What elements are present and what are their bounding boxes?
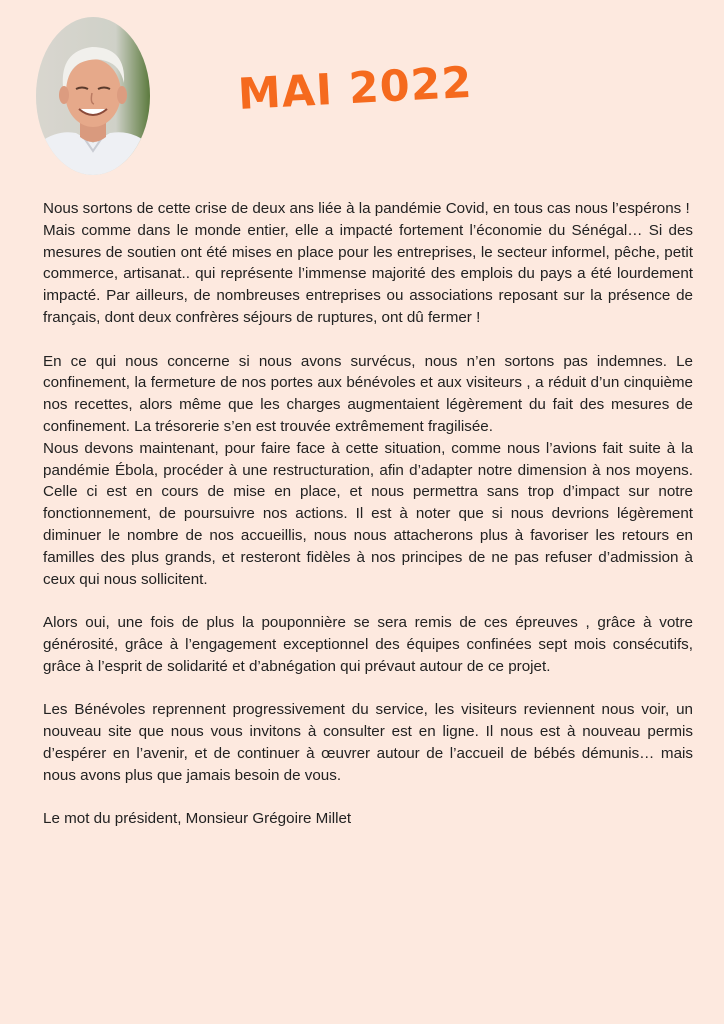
paragraph-intro: Nous sortons de cette crise de deux ans liée à la pandémie Covid, en tous cas nous l’espérons ! xyxy=(43,200,690,217)
paragraph-gratitude: Alors oui, une fois de plus la pouponnière se sera remis de ces épreuves , grâce à votre générosité, grâce à l’engagement exceptionnel des équipes confinées sept mois consécutifs, grâce à l’esprit de solidarité et d’abnégation qui prévaut autour de ce projet. xyxy=(43,614,693,675)
article-body xyxy=(43,198,693,830)
paragraph-restructuring: Nous devons maintenant, pour faire face à cette situation, comme nous l’avions fait suite à la pandémie Ébola, procéder à une restructuration, afin d’adapter notre dimension à nos moyens. Celle ci est en cours de mise en place, et nous permettra sans trop d’impact sur notre fonctionnement, de poursuivre nos actions. Il est à noter que si nous devrions légèrement diminuer le nombre de nos accueillis, nous nous attacherons plus à favoriser les retours en familles des plus grands, et resteront fidèles à nos principes de ne pas refuser d’admission à ceux qui nous sollicitent. xyxy=(43,439,693,588)
paragraph-economy: Mais comme dans le monde entier, elle a impacté fortement l’économie du Sénégal… Si des mesures de soutien ont été mises en place pour les entreprises, le secteur informel, pêche, petit commerce, artisanat.. qui représente l’immense majorité des emplois du pays a été lourdement impacté. Par ailleurs, de nombreuses entreprises ou associations reposant sur la présence de français, dont deux confrères séjours de ruptures, ont dû fermer ! xyxy=(43,221,693,326)
paragraph-outlook: Les Bénévoles reprennent progressivement du service, les visiteurs reviennent nous voir, un nouveau site que nous vous invitons à consulter est en ligne. Il nous est à nouveau permis d’espérer en l’avenir, et de continuer à œuvrer autour de l’accueil de bébés démunis… mais nous avons plus que jamais besoin de vous. xyxy=(43,701,693,784)
page-title: MAI 2022 xyxy=(236,57,474,120)
signature-line: Le mot du président, Monsieur Grégoire Millet xyxy=(43,810,352,828)
paragraph-situation: En ce qui nous concerne si nous avons survécus, nous n’en sortons pas indemnes. Le confinement, la fermeture de nos portes aux bénévoles et aux visiteurs , a réduit d’un cinquième nos recettes, alors même que les charges augmentaient légèrement du fait des mesures de confinement. La trésorerie s’en est trouvée extrêmement fragilisée. xyxy=(43,352,693,435)
president-portrait xyxy=(36,17,150,175)
portrait-photo-icon xyxy=(36,17,150,175)
